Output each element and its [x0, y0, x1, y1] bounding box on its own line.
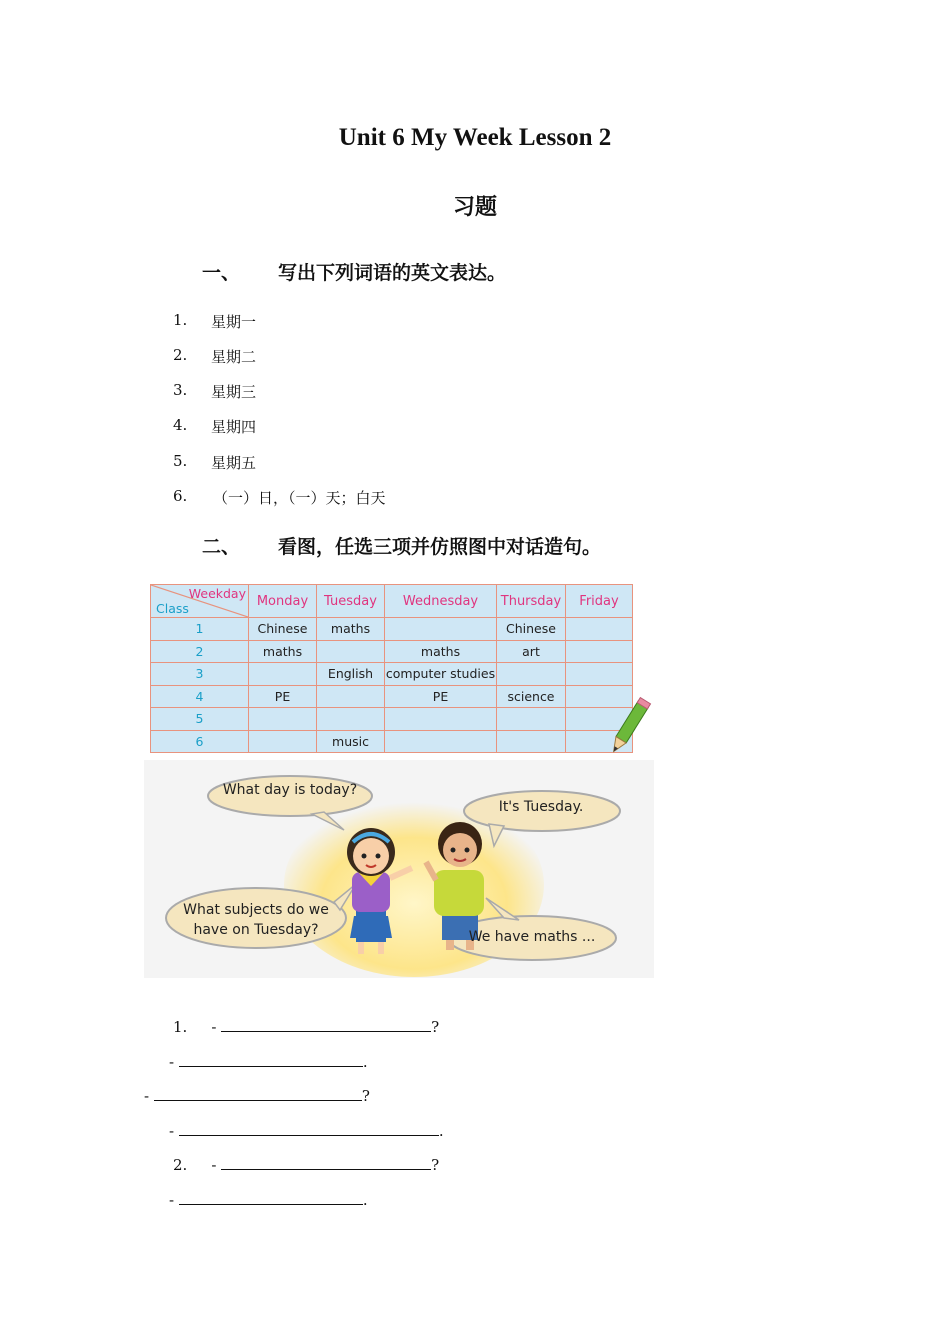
table-cell — [317, 685, 385, 708]
table-cell: science — [497, 685, 566, 708]
table-cell — [566, 640, 633, 663]
table-cell: computer studies — [385, 663, 497, 686]
table-cell: English — [317, 663, 385, 686]
bubble-what-subjects-line2: have on Tuesday? — [193, 922, 319, 938]
table-cell — [317, 640, 385, 663]
answer-1-question: 1. - ? — [173, 1018, 440, 1036]
answer-blank[interactable] — [221, 1155, 431, 1170]
section-1-number: 一、 — [202, 262, 241, 284]
schedule-table — [150, 584, 633, 753]
bubble-what-day: What day is today? — [222, 782, 358, 798]
day-header: Wednesday — [385, 585, 497, 618]
table-cell — [249, 730, 317, 753]
class-number: 5 — [151, 708, 249, 731]
answer-number: 2. — [173, 1156, 188, 1174]
table-cell: PE — [385, 685, 497, 708]
dialogue-figure — [144, 578, 654, 978]
class-number: 1 — [151, 618, 249, 641]
bubble-what-subjects-line1: What subjects do we — [183, 902, 329, 918]
table-row — [151, 618, 633, 641]
day-header: Monday — [249, 585, 317, 618]
day-header: Tuesday — [317, 585, 385, 618]
table-row — [151, 685, 633, 708]
table-row — [151, 730, 633, 753]
table-header-row — [151, 585, 633, 618]
table-cell: art — [497, 640, 566, 663]
corner-weekday-label: Weekday — [188, 586, 246, 601]
table-cell: maths — [317, 618, 385, 641]
table-cell: maths — [249, 640, 317, 663]
class-number: 6 — [151, 730, 249, 753]
page-title: Unit 6 My Week Lesson 2 — [338, 124, 612, 151]
table-cell — [249, 708, 317, 731]
table-cell — [497, 708, 566, 731]
page-subtitle: 习题 — [452, 195, 497, 220]
answer-blank[interactable] — [221, 1017, 431, 1032]
answer-1b-question: - ? — [144, 1087, 370, 1105]
table-row — [151, 640, 633, 663]
table-cell — [249, 663, 317, 686]
table-cell — [385, 708, 497, 731]
day-header: Friday — [566, 585, 633, 618]
bubble-its-tuesday: It's Tuesday. — [498, 799, 584, 815]
answer-2-reply: - . — [169, 1191, 368, 1209]
table-cell: music — [317, 730, 385, 753]
answer-1b-reply: - . — [169, 1122, 444, 1140]
section-2-number: 二、 — [202, 536, 241, 558]
section-2-heading — [202, 532, 802, 558]
bubble-what-subjects — [170, 900, 342, 940]
day-header: Thursday — [497, 585, 566, 618]
table-cell: Chinese — [497, 618, 566, 641]
table-cell — [497, 663, 566, 686]
table-row — [151, 663, 633, 686]
table-cell — [385, 730, 497, 753]
answer-2-question: 2. - ? — [173, 1156, 440, 1174]
table-cell — [317, 708, 385, 731]
answer-blank[interactable] — [154, 1086, 362, 1101]
bubble-we-have-maths: We have maths ... — [468, 929, 596, 945]
corner-class-label: Class — [156, 601, 189, 616]
class-number: 4 — [151, 685, 249, 708]
table-row — [151, 708, 633, 731]
section-2-text: 看图，任选三项并仿照图中对话造句。 — [278, 536, 602, 558]
section-1-text: 写出下列词语的英文表达。 — [278, 262, 507, 284]
answer-1-reply: - . — [169, 1053, 368, 1071]
table-cell: Chinese — [249, 618, 317, 641]
table-cell — [497, 730, 566, 753]
section-1-heading — [202, 258, 802, 284]
pencil-icon — [606, 696, 652, 758]
answer-number: 1. — [173, 1018, 188, 1036]
table-cell — [566, 663, 633, 686]
answer-blank[interactable] — [179, 1121, 439, 1136]
table-cell — [385, 618, 497, 641]
table-cell — [566, 618, 633, 641]
answer-blank[interactable] — [179, 1052, 363, 1067]
table-cell: maths — [385, 640, 497, 663]
class-number: 2 — [151, 640, 249, 663]
answer-blank[interactable] — [179, 1190, 363, 1205]
table-cell: PE — [249, 685, 317, 708]
class-number: 3 — [151, 663, 249, 686]
table-corner-cell — [151, 585, 249, 618]
